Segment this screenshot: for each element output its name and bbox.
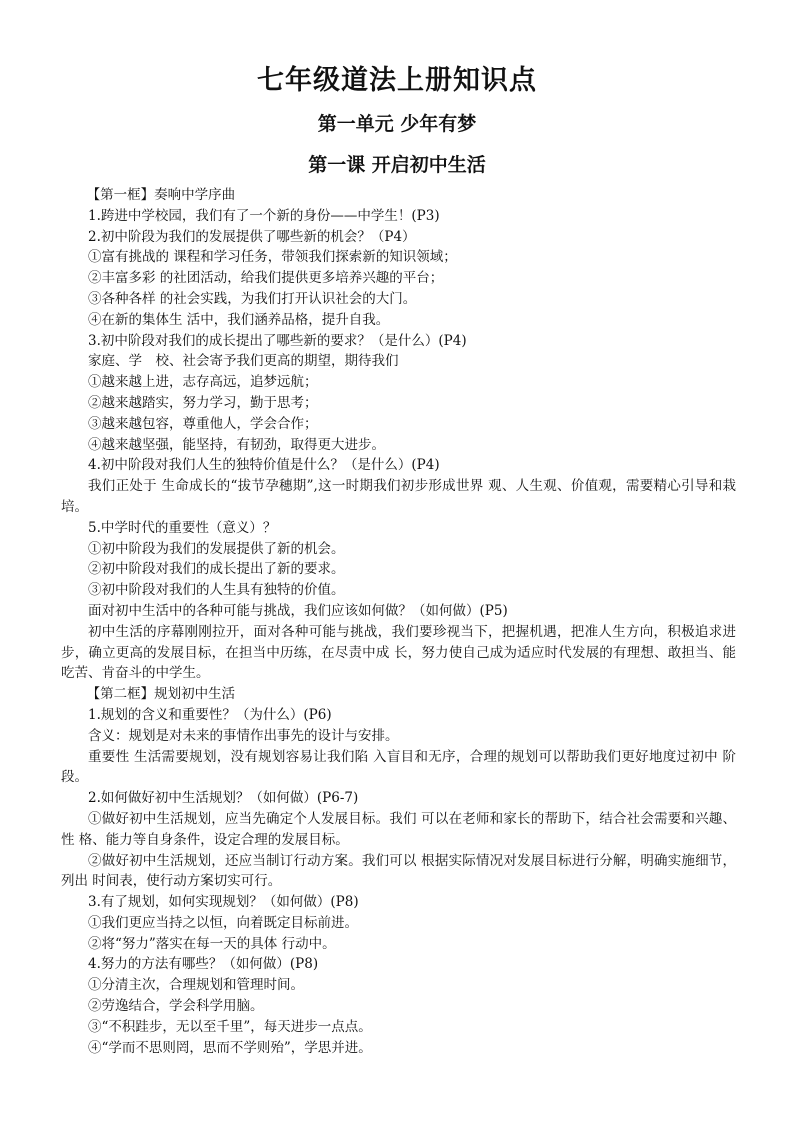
text-line: ②初中阶段对我们的成长提出了新的要求。 xyxy=(88,561,345,578)
text-line: ①分清主次，合理规划和管理时间。 xyxy=(88,977,304,994)
text-line: 4.初中阶段对我们人生的独特价值是什么？（是什么）(P4) xyxy=(88,457,440,474)
section-heading-1: 【第一框】奏响中学序曲 xyxy=(86,187,236,203)
document-title: 七年级道法上册知识点 xyxy=(257,65,537,96)
text-line: ②丰富多彩 的社团活动，给我们提供更多培养兴趣的平台； xyxy=(88,270,444,287)
text-line: ③“不积跬步，无以至千里”，每天进步一点点。 xyxy=(88,1018,372,1035)
paragraph: ①做好初中生活规划，应当先确定个人发展目标。我们 可以在老师和家长的帮助下，结合社会需要和兴趣、性 格、能力等自身条件，设定合理的发展目标。 xyxy=(61,810,736,848)
text-line: 2.如何做好初中生活规划？（如何做）(P6-7) xyxy=(88,790,359,807)
paragraph: 我们正处于 生命成长的“拔节孕穗期”,这一时期我们初步形成世界 观、人生观、价值观，需要精心引导和栽培。 xyxy=(61,478,736,515)
lesson-heading: 第一课 开启初中生活 xyxy=(308,154,486,176)
text-line: 家庭、学 校、社会寄予我们更高的期望，期待我们 xyxy=(88,353,399,370)
text-line: ③初中阶段对我们的人生具有独特的价值。 xyxy=(88,582,345,599)
text-line: ②劳逸结合，学会科学用脑。 xyxy=(88,998,264,1015)
text-line: ①越来越上进，志存高远，追梦远航； xyxy=(88,374,318,391)
text-line: ④越来越坚强，能坚持，有韧劲，取得更大进步。 xyxy=(88,436,385,453)
text-line: ④在新的集体生 活中，我们涵养品格，提升自我。 xyxy=(88,311,390,328)
text-line: 1.规划的含义和重要性？（为什么）(P6) xyxy=(88,706,332,723)
text-line: 5.中学时代的重要性（意义）？ xyxy=(88,519,277,536)
text-line: 3.有了规划，如何实现规划？（如何做）(P8) xyxy=(88,894,359,911)
paragraph: ②做好初中生活规划，还应当制订行动方案。我们可以 根据实际情况对发展目标进行分解，明确实施细节，列出 时间表，使行动方案切实可行。 xyxy=(61,852,736,890)
section-heading-2: 【第二框】规划初中生活 xyxy=(86,686,236,703)
paragraph: 重要性 生活需要规划，没有规划容易让我们陷 入盲目和无序，合理的规划可以帮助我们更好地度过初中 阶段。 xyxy=(61,748,736,786)
text-line: ③各种各样 的社会实践，为我们打开认识社会的大门。 xyxy=(88,290,417,307)
text-line: ①初中阶段为我们的发展提供了新的机会。 xyxy=(88,540,345,557)
text-line: 面对初中生活中的各种可能与挑战，我们应该如何做？（如何做）(P5) xyxy=(88,602,508,619)
text-line: 含义：规划是对未来的事情作出事先的设计与安排。 xyxy=(88,727,399,744)
text-line: ②将“努力”落实在每一天的具体 行动中。 xyxy=(88,935,336,952)
text-line: ①富有挑战的 课程和学习任务，带领我们探索新的知识领域； xyxy=(88,249,457,266)
text-line: ③越来越包容，尊重他人，学会合作； xyxy=(88,415,318,432)
text-line: ④“学而不思则罔，思而不学则殆”，学思并进。 xyxy=(88,1039,372,1056)
unit-heading: 第一单元 少年有梦 xyxy=(317,113,477,135)
paragraph: 初中生活的序幕刚刚拉开，面对各种可能与挑战，我们要珍视当下，把握机遇，把准人生方向，积极追求进 步，确立更高的发展目标，在担当中历练，在尽责中成 长，努力使自己成为适应时代发展的有理想、敢担当、能 吃苦、肯奋斗的中学生。 xyxy=(61,623,736,682)
text-line: 3.初中阶段对我们的成长提出了哪些新的要求？（是什么）(P4) xyxy=(88,332,467,349)
text-line: 4.努力的方法有哪些？（如何做）(P8) xyxy=(88,956,319,973)
text-line: ①我们更应当持之以恒，向着既定目标前进。 xyxy=(88,914,358,931)
text-line: ②越来越踏实，努力学习，勤于思考； xyxy=(88,394,318,411)
document-body xyxy=(61,185,736,1058)
text-line: 2.初中阶段为我们的发展提供了哪些新的机会？（P4） xyxy=(88,228,416,245)
text-line: 1.跨进中学校园，我们有了一个新的身份——中学生！(P3) xyxy=(88,207,440,224)
